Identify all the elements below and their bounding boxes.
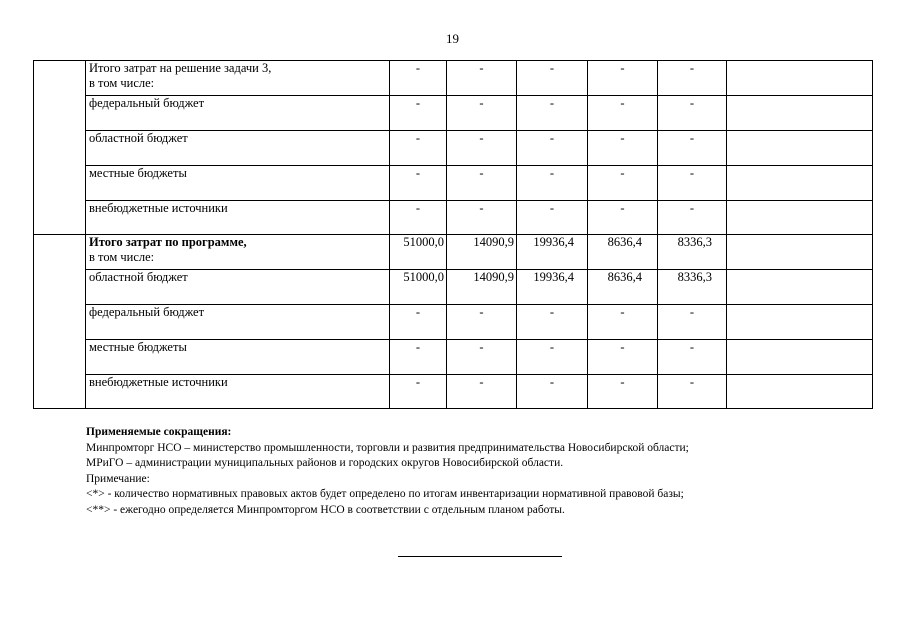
value-cell: -: [658, 96, 727, 131]
row-label-sub: в том числе:: [89, 250, 155, 264]
row-label-cell: [86, 166, 390, 201]
row-label: Итого затрат по программе,: [89, 235, 247, 249]
value-cell: -: [447, 166, 517, 201]
table-row: [34, 61, 873, 96]
value-cell: -: [588, 375, 658, 409]
value-cell: -: [517, 96, 588, 131]
value-cell: -: [588, 131, 658, 166]
value-cell: -: [588, 305, 658, 340]
budget-table: [33, 60, 873, 409]
empty-cell: [727, 305, 873, 340]
section-number-cell: [34, 235, 86, 409]
row-label-cell: [86, 131, 390, 166]
value-cell: -: [517, 166, 588, 201]
notes-line: <**> - ежегодно определяется Минпромторгом НСО в соответствии с отдельным планом работы.: [86, 503, 565, 516]
value-cell: -: [658, 340, 727, 375]
empty-cell: [727, 340, 873, 375]
row-label-sub: в том числе:: [89, 76, 155, 90]
end-divider: [398, 556, 562, 557]
row-label-cell: [86, 96, 390, 131]
value-cell: -: [390, 340, 447, 375]
table-row: [34, 340, 873, 375]
row-label: областной бюджет: [89, 270, 188, 284]
value-cell: 51000,0: [390, 270, 447, 305]
empty-cell: [727, 201, 873, 235]
notes-block: [86, 425, 876, 518]
value-cell: -: [447, 61, 517, 96]
value-cell: 14090,9: [447, 235, 517, 270]
row-label: Итого затрат на решение задачи 3,: [89, 61, 272, 75]
table-row: [34, 201, 873, 235]
empty-cell: [727, 375, 873, 409]
value-cell: 14090,9: [447, 270, 517, 305]
value-cell: -: [658, 61, 727, 96]
value-cell: 51000,0: [390, 235, 447, 270]
row-label: местные бюджеты: [89, 166, 187, 180]
row-label-cell: [86, 340, 390, 375]
value-cell: 19936,4: [517, 270, 588, 305]
row-label: местные бюджеты: [89, 340, 187, 354]
value-cell: -: [447, 131, 517, 166]
page-number: 19: [446, 31, 459, 46]
value-cell: -: [390, 166, 447, 201]
notes-line: Минпромторг НСО – министерство промышленности, торговли и развития предпринимательства Новосибирской области;: [86, 441, 689, 454]
row-label: федеральный бюджет: [89, 96, 205, 110]
table-row: [34, 375, 873, 409]
empty-cell: [727, 131, 873, 166]
value-cell: -: [658, 201, 727, 235]
table-row: [34, 131, 873, 166]
value-cell: -: [517, 131, 588, 166]
value-cell: -: [447, 305, 517, 340]
table-row: [34, 270, 873, 305]
value-cell: -: [447, 201, 517, 235]
value-cell: -: [588, 201, 658, 235]
notes-line: МРиГО – администрации муниципальных районов и городских округов Новосибирской области.: [86, 457, 564, 469]
value-cell: -: [658, 305, 727, 340]
value-cell: -: [588, 96, 658, 131]
value-cell: -: [390, 96, 447, 131]
value-cell: 19936,4: [517, 235, 588, 270]
empty-cell: [727, 235, 873, 270]
value-cell: 8636,4: [588, 270, 658, 305]
notes-line: Примечание:: [86, 472, 150, 485]
value-cell: -: [447, 96, 517, 131]
value-cell: 8336,3: [658, 235, 727, 270]
row-label-cell: [86, 235, 390, 270]
notes-line: <*> - количество нормативных правовых актов будет определено по итогам инвентаризации нормативной правовой базы;: [86, 488, 684, 500]
value-cell: -: [517, 340, 588, 375]
empty-cell: [727, 61, 873, 96]
value-cell: -: [588, 166, 658, 201]
table-row: [34, 305, 873, 340]
value-cell: -: [447, 340, 517, 375]
row-label: федеральный бюджет: [89, 305, 205, 319]
value-cell: -: [658, 131, 727, 166]
value-cell: -: [588, 340, 658, 375]
value-cell: -: [658, 166, 727, 201]
table-row: [34, 96, 873, 131]
value-cell: -: [517, 201, 588, 235]
row-label: внебюджетные источники: [89, 201, 228, 215]
value-cell: -: [390, 305, 447, 340]
value-cell: -: [390, 131, 447, 166]
row-label-cell: [86, 201, 390, 235]
value-cell: -: [390, 375, 447, 409]
row-label-cell: [86, 375, 390, 409]
table-row: [34, 166, 873, 201]
value-cell: -: [390, 61, 447, 96]
row-label: областной бюджет: [89, 131, 188, 145]
value-cell: -: [517, 305, 588, 340]
empty-cell: [727, 166, 873, 201]
value-cell: -: [658, 375, 727, 409]
notes-heading: Применяемые сокращения:: [86, 426, 232, 438]
row-label: внебюджетные источники: [89, 375, 228, 389]
value-cell: -: [390, 201, 447, 235]
table-row: [34, 235, 873, 270]
value-cell: -: [588, 61, 658, 96]
value-cell: -: [517, 375, 588, 409]
value-cell: 8636,4: [588, 235, 658, 270]
value-cell: -: [447, 375, 517, 409]
section-number-cell: [34, 61, 86, 235]
value-cell: -: [517, 61, 588, 96]
value-cell: 8336,3: [658, 270, 727, 305]
empty-cell: [727, 96, 873, 131]
row-label-cell: [86, 305, 390, 340]
empty-cell: [727, 270, 873, 305]
row-label-cell: [86, 270, 390, 305]
row-label-cell: [86, 61, 390, 96]
